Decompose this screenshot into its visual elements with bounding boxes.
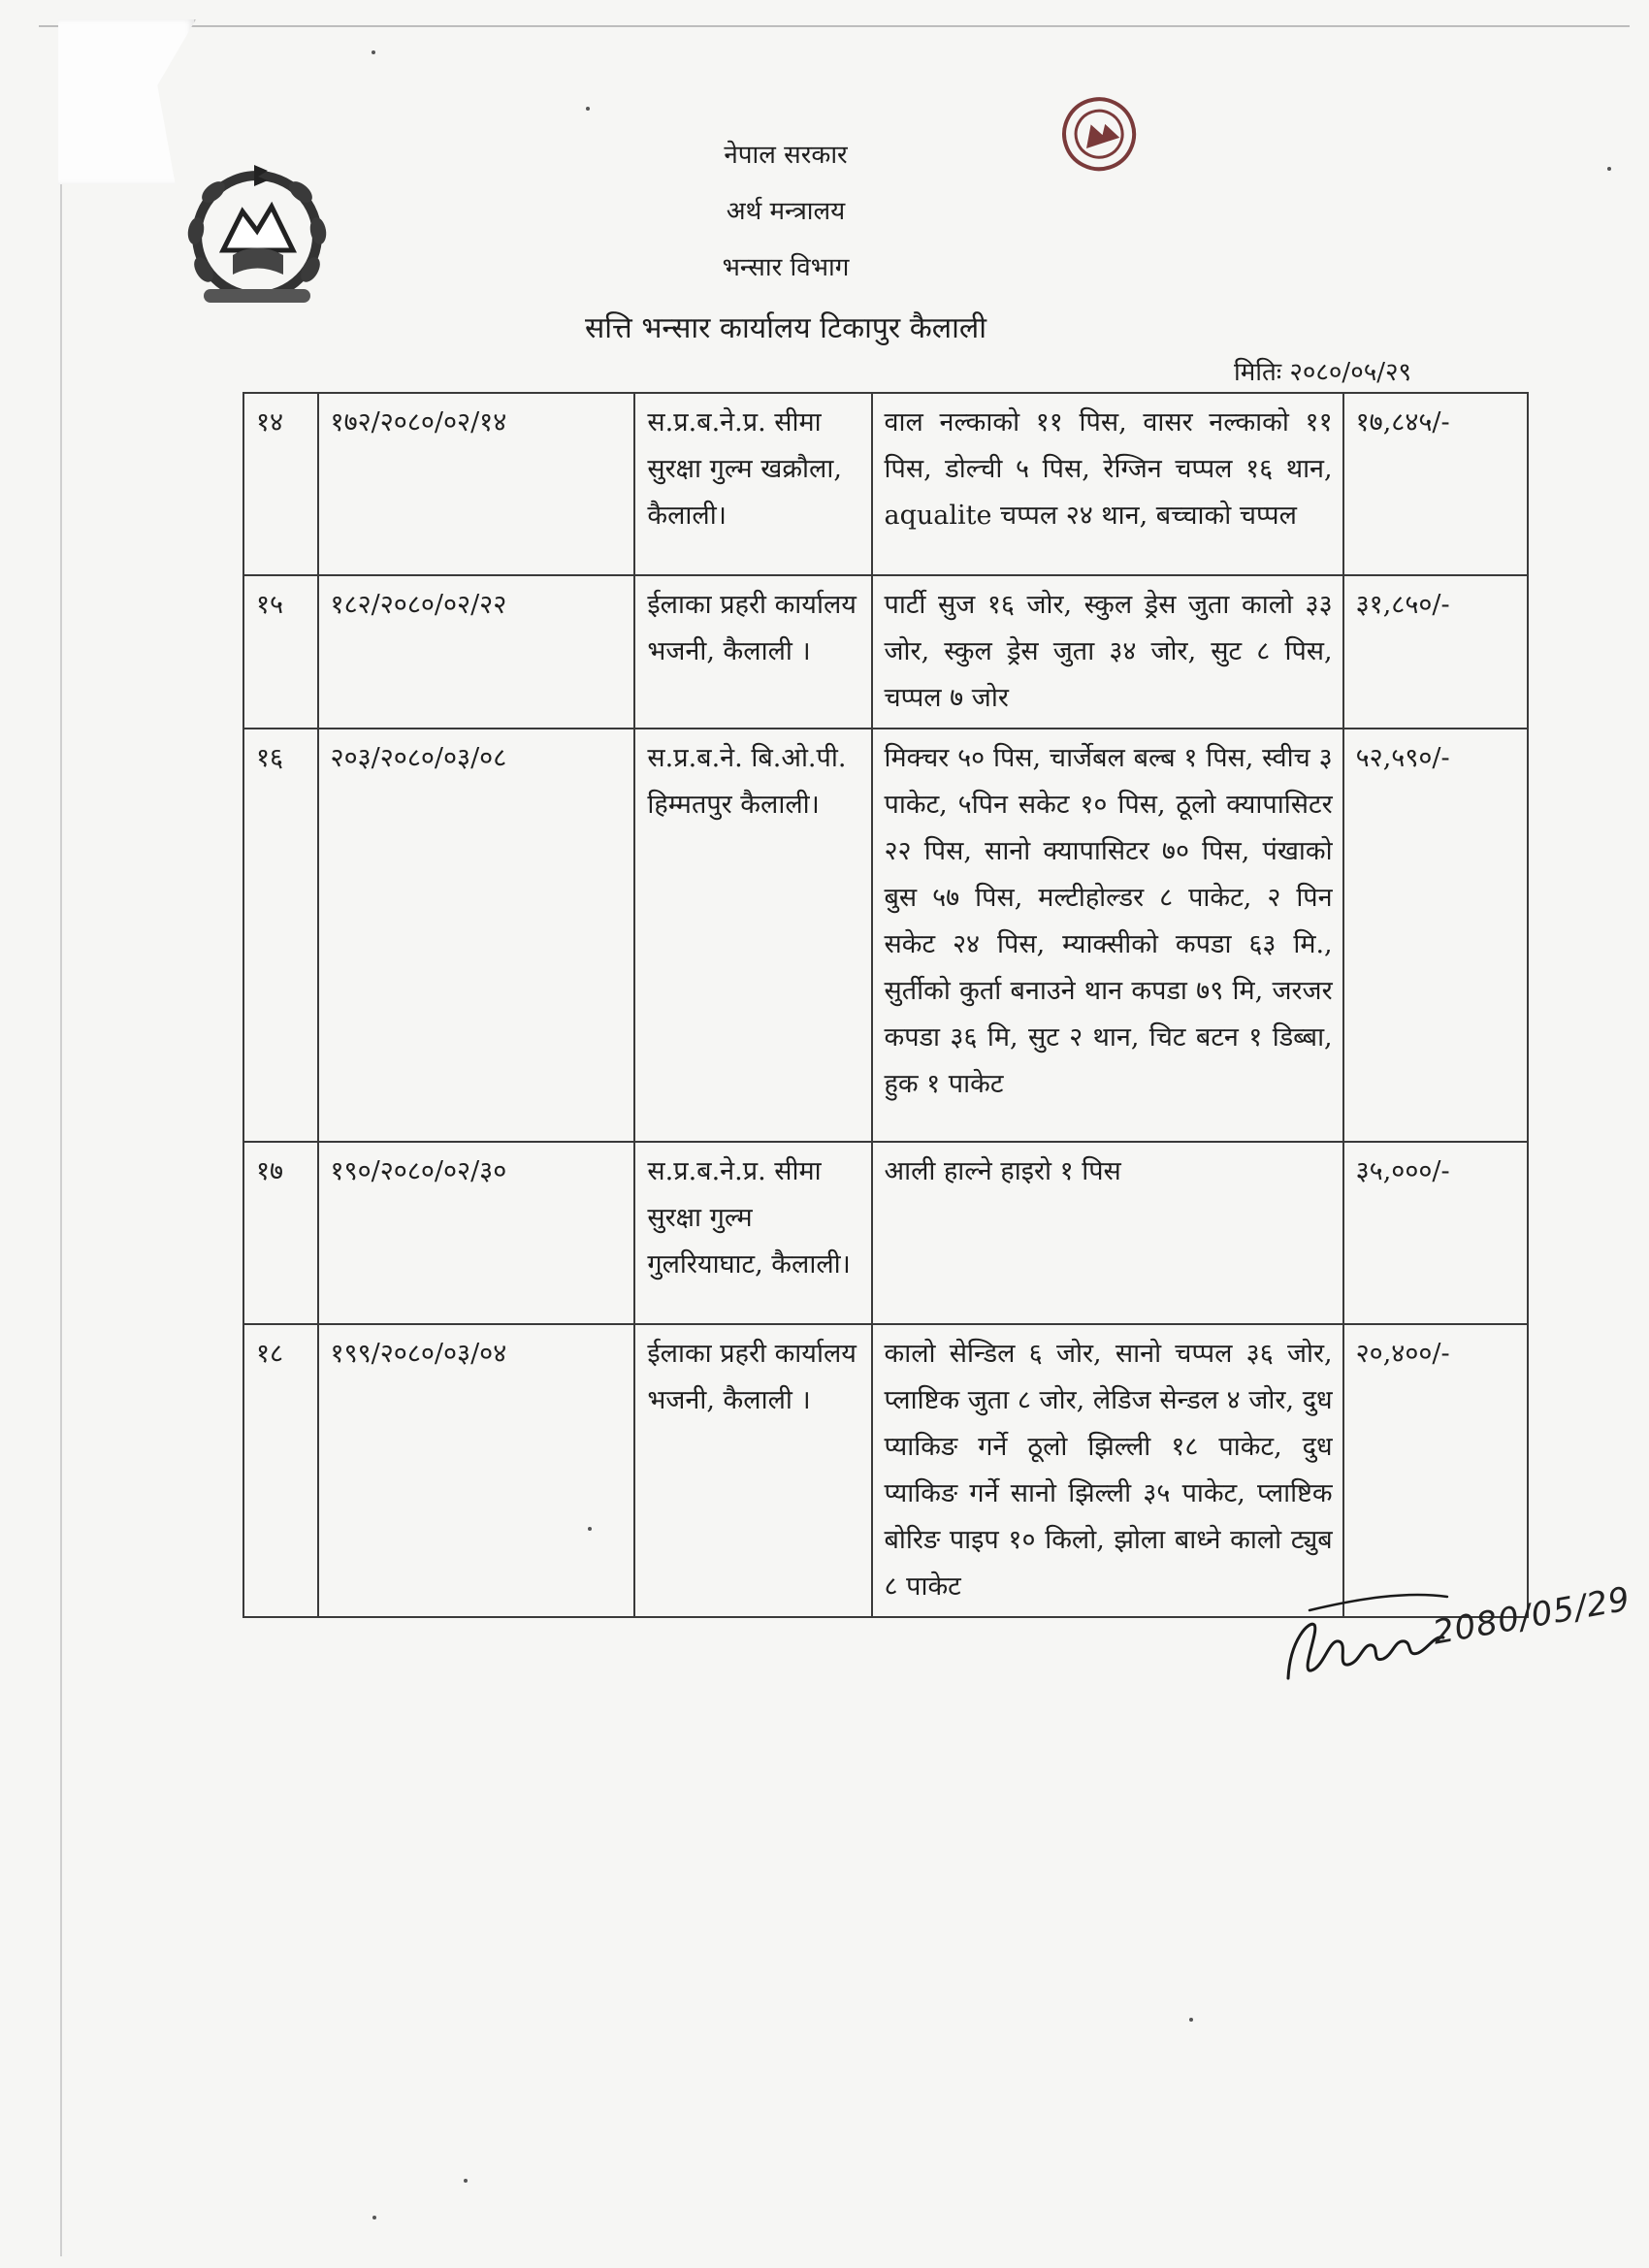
- seizing-office: स.प्र.ब.ने. बि.ओ.पी. हिम्मतपुर कैलाली।: [634, 729, 871, 1142]
- amount: ५२,५९०/-: [1343, 729, 1528, 1142]
- reference-number: १८२/२०८०/०२/२२: [318, 575, 635, 729]
- seizing-office: ईलाका प्रहरी कार्यालय भजनी, कैलाली ।: [634, 1324, 871, 1617]
- table-row: [243, 729, 1528, 1142]
- serial-number: १६: [243, 729, 318, 1142]
- goods-description: वाल नल्काको ११ पिस, वासर नल्काको ११ पिस, डोल्ची ५ पिस, रेग्जिन चप्पल १६ थान, aqualite चप्पल २४ थान, बच्चाको चप्पल: [872, 393, 1343, 575]
- reference-number: १९०/२०८०/०२/३०: [318, 1142, 635, 1324]
- scan-speck: [464, 2179, 468, 2183]
- scan-speck: [586, 107, 590, 111]
- reference-number: १७२/२०८०/०२/१४: [318, 393, 635, 575]
- department-heading: भन्सार विभाग: [722, 253, 850, 282]
- page-edge-left: [60, 25, 62, 2256]
- reference-number: २०३/२०८०/०३/०८: [318, 729, 635, 1142]
- serial-number: १८: [243, 1324, 318, 1617]
- scan-speck: [588, 1527, 592, 1531]
- seizure-table: [242, 392, 1529, 1618]
- scan-speck: [1189, 2018, 1193, 2022]
- goods-description: कालो सेन्डिल ६ जोर, सानो चप्पल ३६ जोर, प्लाष्टिक जुता ८ जोर, लेडिज सेन्डल ४ जोर, दुध प्याकिङ गर्ने ठूलो झिल्ली १८ पाकेट, दुध प्याकिङ गर्ने सानो झिल्ली ३५ पाकेट, प्लाष्टिक बोरिङ पाइप १० किलो, झोला बाध्ने कालो ट्युब ८ पाकेट: [872, 1324, 1343, 1617]
- amount: २०,४००/-: [1343, 1324, 1528, 1617]
- goods-description: आली हाल्ने हाइरो १ पिस: [872, 1142, 1343, 1324]
- amount: ३५,०००/-: [1343, 1142, 1528, 1324]
- amount: ३१,८५०/-: [1343, 575, 1528, 729]
- nepal-emblem-icon: [175, 153, 340, 318]
- seizing-office: ईलाका प्रहरी कार्यालय भजनी, कैलाली ।: [634, 575, 871, 729]
- seizing-office: स.प्र.ब.ने.प्र. सीमा सुरक्षा गुल्म गुलरियाघाट, कैलाली।: [634, 1142, 871, 1324]
- reference-number: १९९/२०८०/०३/०४: [318, 1324, 635, 1617]
- serial-number: १७: [243, 1142, 318, 1324]
- scan-speck: [372, 50, 375, 54]
- goods-description: मिक्चर ५० पिस, चार्जेबल बल्ब १ पिस, स्वीच ३ पाकेट, ५पिन सकेट १० पिस, ठूलो क्यापासिटर २२ पिस, सानो क्यापासिटर ७० पिस, पंखाको बुस ५७ पिस, मल्टीहोल्डर ८ पाकेट, २ पिन सकेट २४ पिस, म्याक्सीको कपडा ६३ मि., सुर्तीको कुर्ता बनाउने थान कपडा ७९ मि, जरजर कपडा ३६ मि, सुट २ थान, चिट बटन १ डिब्बा, हुक १ पाकेट: [872, 729, 1343, 1142]
- table-row: [243, 393, 1528, 575]
- page-edge: [39, 25, 1630, 27]
- ministry-heading: अर्थ मन्त्रालय: [726, 197, 846, 226]
- seizing-office: स.प्र.ब.ने.प्र. सीमा सुरक्षा गुल्म खक्रौला, कैलाली।: [634, 393, 871, 575]
- amount: १७,८४५/-: [1343, 393, 1528, 575]
- table-row: [243, 1324, 1528, 1617]
- government-heading: नेपाल सरकार: [724, 141, 848, 170]
- table-row: [243, 575, 1528, 729]
- serial-number: १४: [243, 393, 318, 575]
- scan-speck: [1607, 167, 1611, 171]
- serial-number: १५: [243, 575, 318, 729]
- signature-date: 2080/05/29: [1430, 1579, 1633, 1653]
- scan-speck: [372, 2216, 376, 2219]
- document-date: मितिः २०८०/०५/२९: [1234, 358, 1412, 387]
- office-heading: सत्ति भन्सार कार्यालय टिकापुर कैलाली: [585, 311, 986, 345]
- goods-description: पार्टी सुज १६ जोर, स्कुल ड्रेस जुता कालो ३३ जोर, स्कुल ड्रेस जुता ३४ जोर, सुट ८ पिस, चप्पल ७ जोर: [872, 575, 1343, 729]
- table-row: [243, 1142, 1528, 1324]
